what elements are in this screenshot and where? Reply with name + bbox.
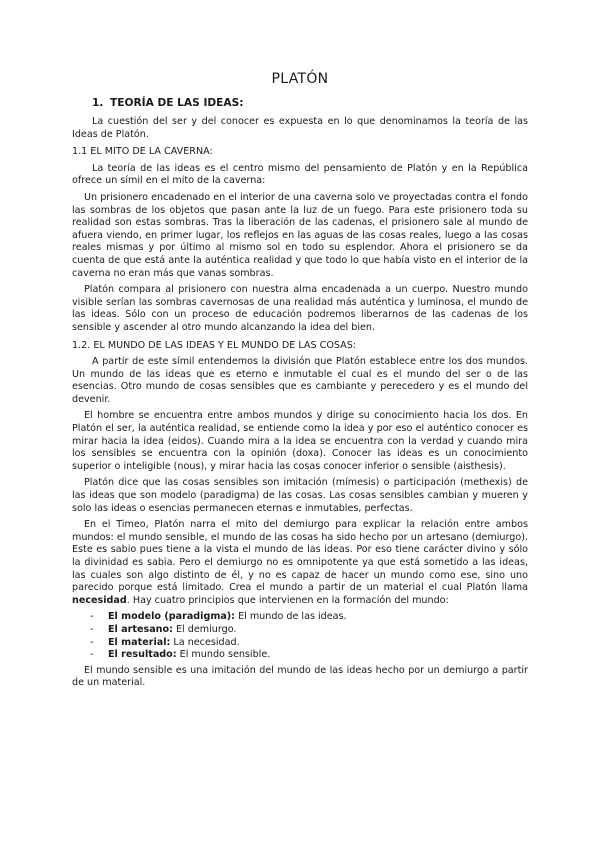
- principle-text: La necesidad.: [170, 636, 240, 648]
- list-item: [90, 611, 528, 624]
- principle-label: El modelo (paradigma):: [108, 611, 236, 623]
- principle-label: El resultado:: [108, 649, 177, 661]
- list-dash: -: [90, 611, 94, 623]
- section-heading-teoria: [92, 96, 528, 110]
- paragraph-caverna-1: La teoría de las ideas es el centro mismo del pensamiento de Platón y en la República ofrece un símil en el mito de la caverna:: [72, 162, 528, 187]
- principle-label: El artesano:: [108, 623, 173, 635]
- list-item: [90, 649, 528, 662]
- principle-text: El mundo de las ideas.: [235, 611, 347, 623]
- list-dash: -: [90, 649, 94, 661]
- principle-text: El mundo sensible.: [176, 649, 271, 661]
- subheading-mito-caverna: 1.1 EL MITO DE LA CAVERNA:: [72, 146, 213, 158]
- section-number: 1.: [92, 97, 104, 109]
- section-heading-text: TEORÍA DE LAS IDEAS:: [110, 97, 244, 109]
- timeo-bold-necesidad: necesidad: [72, 594, 127, 606]
- timeo-text-before: En el Timeo, Platón narra el mito del demiurgo para explicar la relación entre ambos mundos: el mundo sensible, el mundo de las cosas ha sido hecho por un artesano (demiurgo). Este es sabio pues tiene a la vista el mundo de las ideas. Por eso tiene carácter divino y sólo la divinidad es sabia. Pero el demiurgo no es omnipotente ya que está sometido a las ideas, las cuales son algo distinto de él, y no es capaz de hacer un mundo como ese, sino uno parecido porque está limitado. Crea el mundo a partir de un material el cual Platón llama: [72, 519, 528, 594]
- paragraph-timeo: [72, 519, 528, 607]
- paragraph-mundos-2: El hombre se encuentra entre ambos mundos y dirige su conocimiento hacia los dos. En Platón el ser, la auténtica realidad, se entiende como la idea y por eso el auténtico conocer es mirar hacia la idea (eidos). Cuando mira a la idea se encuentra con la verdad y cuando mira los sensibles se encuentra con la opinión (doxa). Conocer las ideas es un conocimiento superior o inteligible (nous), y mirar hacia las cosas conocer inferior o sensible (aisthesis).: [72, 410, 528, 472]
- paragraph-caverna-2: Un prisionero encadenado en el interior de una caverna solo ve proyectadas contra el fondo las sombras de los objetos que pasan ante la luz de un fuego. Para este prisionero toda su realidad son estas sombras. Tras la liberación de las cadenas, el prisionero sale al mundo de afuera viendo, en primer lugar, los reflejos en las aguas de las cosas reales, luego a las cosas reales mismas y por último al mismo sol en todo su esplendor. Ahora el prisionero se da cuenta de que está ante la auténtica realidad y que todo lo que había visto en el interior de la caverna no eran más que vanas sombras.: [72, 191, 528, 279]
- page-title: PLATÓN: [271, 71, 329, 87]
- principle-label: El material:: [108, 636, 171, 648]
- paragraph-caverna-3: Platón compara al prisionero con nuestra alma encadenada a un cuerpo. Nuestro mundo visible serían las sombras cavernosas de una realidad más auténtica y luminosa, el mundo de las ideas. Sólo con un proceso de educación podremos liberarnos de las cadenas de los sensible y ascender al otro mundo alcanzando la idea del bien.: [72, 284, 528, 333]
- principles-list: [72, 611, 528, 661]
- paragraph-mundos-3: Platón dice que las cosas sensibles son imitación (mímesis) o participación (methexis) de las ideas que son modelo (paradigma) de las cosas. Las cosas sensibles cambian y mueren y solo las ideas o esencias permanecen eternas e inmutables, perfectas.: [72, 477, 528, 514]
- timeo-text-after: . Hay cuatro principios que intervienen en la formación del mundo:: [126, 594, 449, 606]
- list-dash: -: [90, 623, 94, 635]
- principle-text: El demiurgo.: [172, 623, 237, 635]
- paragraph-mundos-1: A partir de este símil entendemos la división que Platón establece entre los dos mundos. Un mundo de las ideas que es eterno e inmutable el cual es el mundo del ser o de las esencias. Otro mundo de cosas sensibles que es cambiante y perecedero y es el mundo del devenir.: [72, 356, 528, 405]
- list-item: [90, 624, 528, 637]
- list-item: [90, 637, 528, 650]
- subheading-mundo-ideas: 1.2. EL MUNDO DE LAS IDEAS Y EL MUNDO DE LAS COSAS:: [72, 339, 357, 351]
- paragraph-final: El mundo sensible es una imitación del mundo de las ideas hecho por un demiurgo a partir de un material.: [72, 664, 528, 689]
- list-dash: -: [90, 636, 94, 648]
- intro-paragraph: La cuestión del ser y del conocer es expuesta en lo que denominamos la teoría de las Ideas de Platón.: [72, 116, 528, 140]
